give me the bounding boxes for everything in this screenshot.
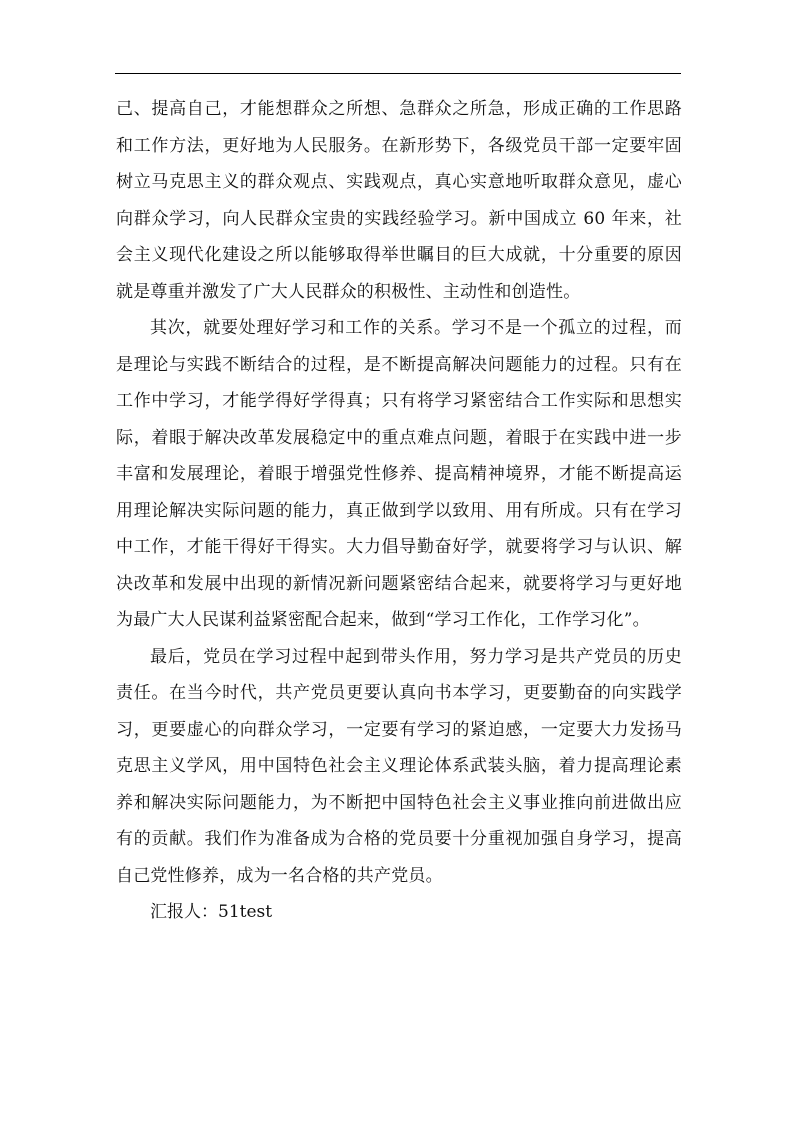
paragraph-study-and-work: 其次，就要处理好学习和工作的关系。学习不是一个孤立的过程，而是理论与实践不断结合的过程，是不断提高解决问题能力的过程。只有在工作中学习，才能学得好学得真；只有将学习紧密结合工作实际和思想实际，着眼于解决改革发展稳定中的重点难点问题，着眼于在实践中进一步丰富和发展理论，着眼于增强党性修养、提高精神境界，才能不断提高运用理论解决实际问题的能力，真正做到学以致用、用有所成。只有在学习中工作，才能干得好干得实。大力倡导勤奋好学，就要将学习与认识、解决改革和发展中出现的新情况新问题紧密结合起来，就要将学习与更好地为最广大人民谋利益紧密配合起来，做到“学习工作化，工作学习化”。: [116, 318, 682, 630]
document-body: [116, 91, 682, 931]
header-rule: [115, 73, 681, 74]
paragraph-party-member-role: 最后，党员在学习过程中起到带头作用，努力学习是共产党员的历史责任。在当今时代，共产党员更要认真向书本学习，更要勤奋的向实践学习，更要虚心的向群众学习，一定要有学习的紧迫感，一定要大力发扬马克思主义学风，用中国特色社会主义理论体系武装头脑，着力提高理论素养和解决实际问题能力，为不断把中国特色社会主义事业推向前进做出应有的贡献。我们作为准备成为合格的党员要十分重视加强自身学习，提高自己党性修养，成为一名合格的共产党员。: [116, 646, 682, 886]
paragraph-continuation: 己、提高自己，才能想群众之所想、急群众之所急，形成正确的工作思路和工作方法，更好地为人民服务。在新形势下，各级党员干部一定要牢固树立马克思主义的群众观点、实践观点，真心实意地听取群众意见，虚心向群众学习，向人民群众宝贵的实践经验学习。新中国成立 60 年来，社会主义现代化建设之所以能够取得举世瞩目的巨大成就，十分重要的原因就是尊重并激发了广大人民群众的积极性、主动性和创造性。: [116, 99, 682, 302]
signature-line: 汇报人：51test: [150, 902, 273, 922]
